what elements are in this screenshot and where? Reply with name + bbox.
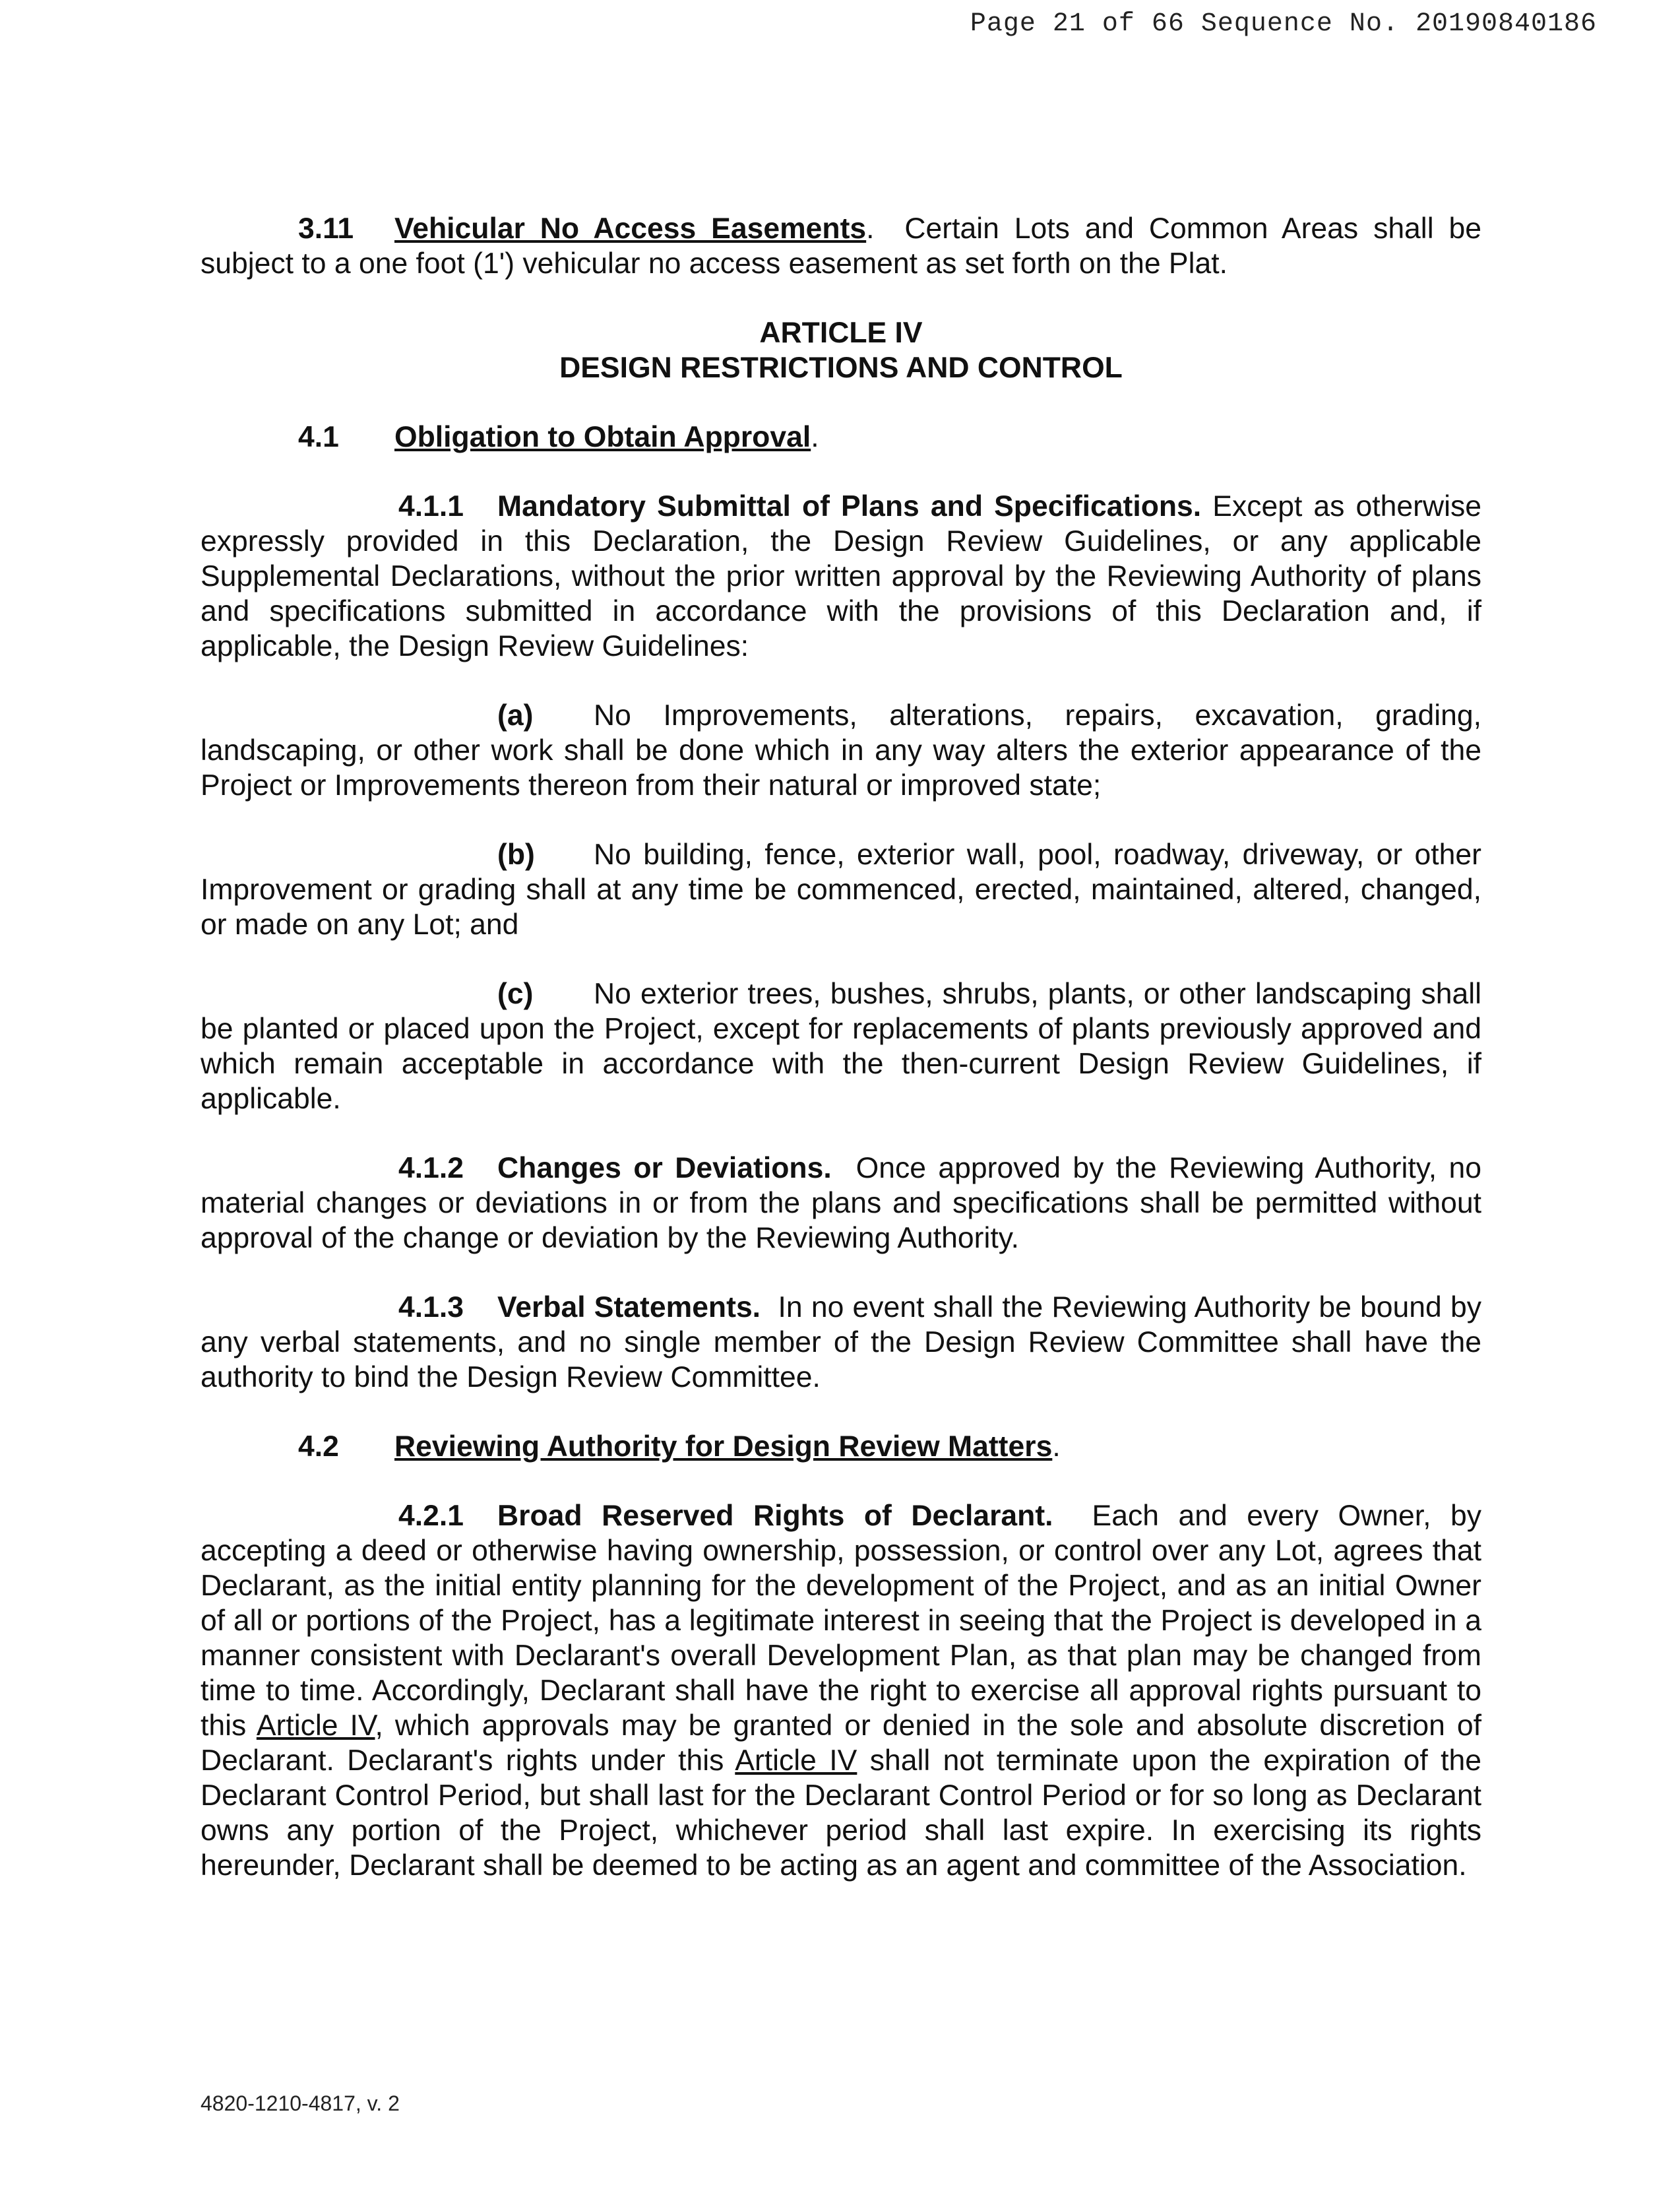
- section-title: Mandatory Submittal of Plans and Specifications.: [497, 490, 1202, 523]
- section-title: Obligation to Obtain Approval: [394, 421, 811, 453]
- section-text: Certain Lots and Common Areas shall be subject to a one foot (1') vehicular no access easement as set forth on the Plat.: [201, 212, 1481, 280]
- section-title: Changes or Deviations.: [497, 1152, 832, 1184]
- article-number: ARTICLE IV: [759, 317, 923, 349]
- section-title: Vehicular No Access Easements: [394, 212, 867, 245]
- section-text: , which approvals may be granted or denied in the sole and absolute discretion of Declarant. Declarant's rights under this: [201, 1709, 1481, 1777]
- item-c: [201, 976, 1481, 1116]
- section-number: 4.1.2: [398, 1152, 464, 1184]
- section-number: 4.2: [298, 1430, 339, 1463]
- article-title: DESIGN RESTRICTIONS AND CONTROL: [559, 352, 1123, 384]
- section-3-11: 3.11 Vehicular No Access Easements. Certain Lots and Common Areas shall be subject to a one foot (1') vehicular no access easement as set forth on the Plat.: [201, 212, 1481, 280]
- section-text: Each and every Owner, by accepting a deed or otherwise having ownership, possession, or control over any Lot, agrees that Declarant, as the initial entity planning for the development of the Project, and as an initial Owner of all or portions of the Project, has a legitimate interest in seeing that the Project is developed in a manner consistent with Declarant's overall Development Plan, as that plan may be changed from time to time. Accordingly, Declarant shall have the right to exercise all approval rights pursuant to this: [201, 1500, 1481, 1742]
- section-number: 4.2.1: [398, 1500, 464, 1532]
- section-title: Reviewing Authority for Design Review Matters: [394, 1430, 1053, 1463]
- section-4-1-2: [201, 1151, 1481, 1256]
- section-number: 4.1.1: [398, 490, 464, 523]
- section-4-1-1: [201, 489, 1481, 664]
- section-title: Verbal Statements.: [497, 1291, 761, 1323]
- section-number: 3.11: [298, 212, 354, 245]
- article-reference-link[interactable]: Article IV: [256, 1709, 375, 1742]
- section-4-1: 4.1 Obligation to Obtain Approval.: [298, 421, 819, 453]
- item-label: (b): [497, 839, 535, 871]
- document-id-footer: 4820-1210-4817, v. 2: [201, 2091, 400, 2115]
- section-number: 4.1.3: [398, 1291, 464, 1323]
- section-number: 4.1: [298, 421, 339, 453]
- item-label: (c): [497, 978, 534, 1010]
- item-text: No exterior trees, bushes, shrubs, plants, or other landscaping shall be planted or placed upon the Project, except for replacements of plants previously approved and which remain acceptable in accordance with the then-current Design Review Guidelines, if applicable.: [201, 978, 1481, 1115]
- page-sequence-header: Page 21 of 66 Sequence No. 20190840186: [970, 9, 1597, 39]
- section-text: shall not terminate upon the expiration of the Declarant Control Period, but shall last for the Declarant Control Period or for so long as Declarant owns any portion of the Project, whichever period shall last expire. In exercising its rights hereunder, Declarant shall be deemed to be acting as an agent and committee of the Association.: [201, 1744, 1481, 1882]
- article-reference-link[interactable]: Article IV: [735, 1744, 857, 1777]
- section-title: Broad Reserved Rights of Declarant.: [497, 1500, 1053, 1532]
- document-body: [201, 211, 1481, 1883]
- item-label: (a): [497, 699, 534, 732]
- section-4-1-3: [201, 1290, 1481, 1395]
- section-text: In no event shall the Reviewing Authority be bound by any verbal statements, and no single member of the Design Review Committee shall have the authority to bind the Design Review Committee.: [201, 1291, 1481, 1393]
- section-text: Except as otherwise expressly provided in this Declaration, the Design Review Guidelines, or any applicable Supplemental Declarations, without the prior written approval by the Reviewing Authority of plans and specifications submitted in accordance with the provisions of this Declaration and, if applicable, the Design Review Guidelines:: [201, 490, 1481, 662]
- item-b: [201, 837, 1481, 942]
- item-text: No Improvements, alterations, repairs, excavation, grading, landscaping, or other work shall be done which in any way alters the exterior appearance of the Project or Improvements thereon from their natural or improved state;: [201, 699, 1481, 802]
- item-a: [201, 698, 1481, 803]
- item-text: No building, fence, exterior wall, pool, roadway, driveway, or other Improvement or grading shall at any time be commenced, erected, maintained, altered, changed, or made on any Lot; and: [201, 839, 1481, 941]
- article-heading: [201, 315, 1481, 385]
- section-text: Once approved by the Reviewing Authority, no material changes or deviations in or from the plans and specifications shall be permitted without approval of the change or deviation by the Reviewing Authority.: [201, 1152, 1481, 1254]
- section-4-2-1: [201, 1498, 1481, 1883]
- section-4-2: 4.2 Reviewing Authority for Design Review Matters.: [298, 1430, 1061, 1463]
